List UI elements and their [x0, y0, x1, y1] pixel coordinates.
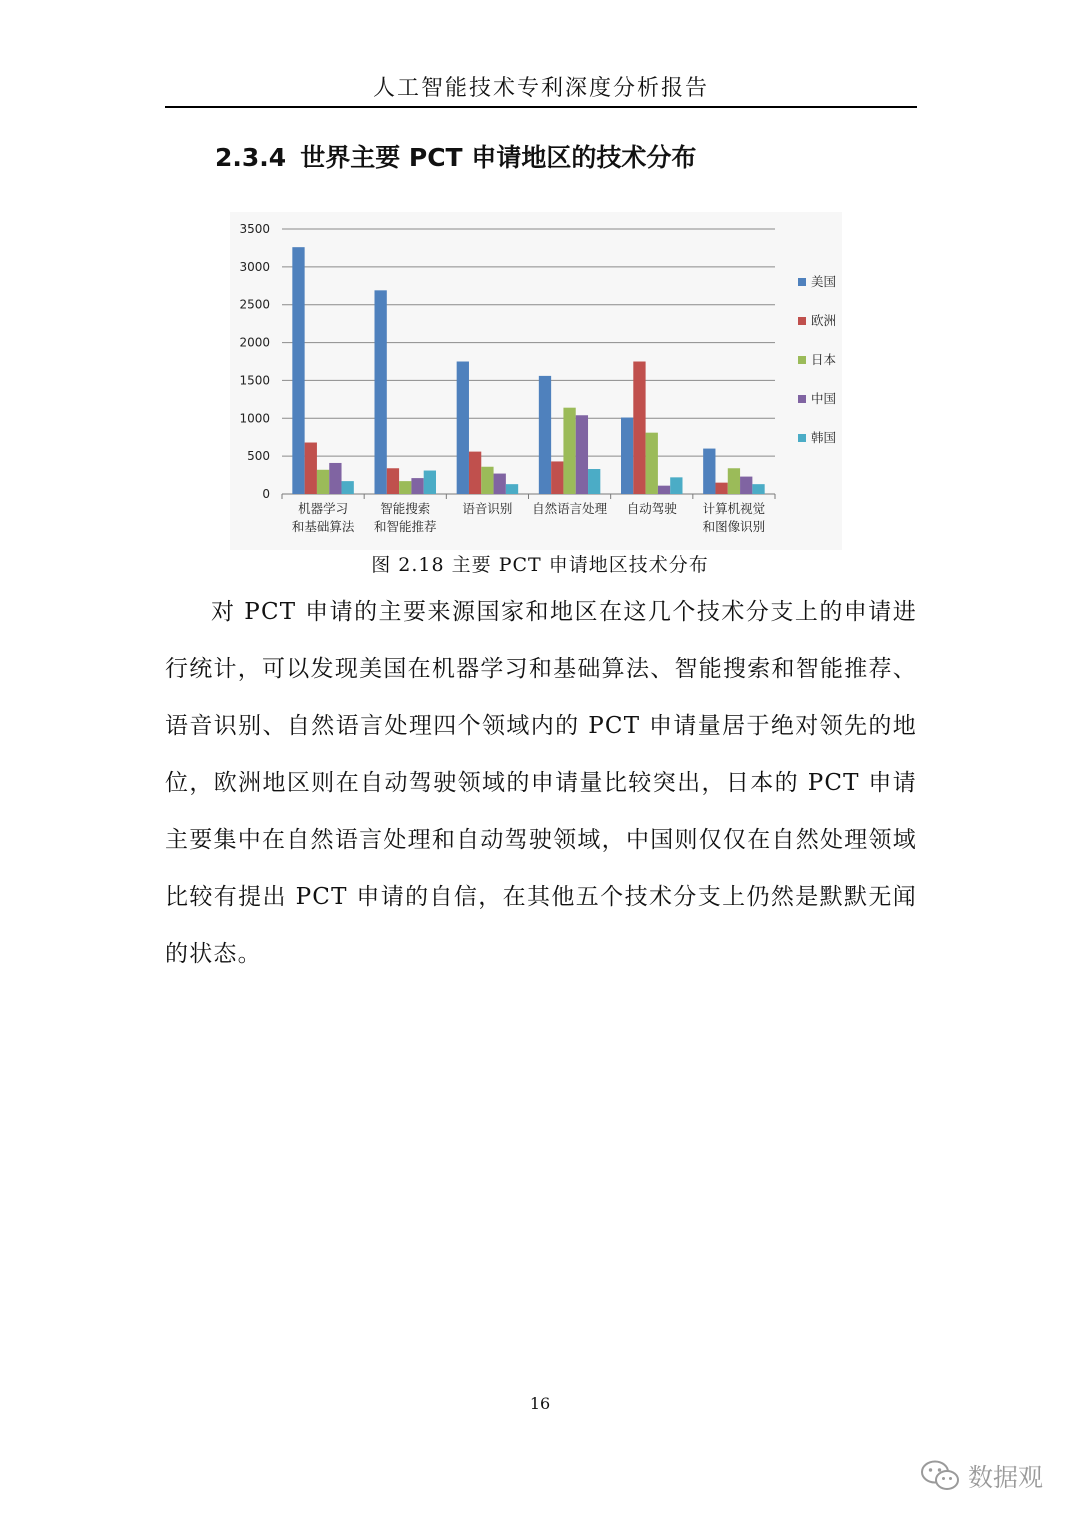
section-heading — [215, 140, 696, 176]
bar-0-4 — [342, 481, 354, 494]
legend-label: 韩国 — [811, 430, 837, 445]
legend-swatch — [798, 317, 806, 325]
bar-4-0 — [621, 418, 633, 494]
bar-3-2 — [563, 408, 575, 494]
page-header-title: 人工智能技术专利深度分析报告 — [372, 76, 709, 101]
bar-0-2 — [317, 470, 329, 494]
watermark — [920, 1456, 1043, 1496]
y-tick-label: 500 — [247, 449, 270, 464]
y-tick-label: 2500 — [239, 297, 270, 312]
y-tick-label: 3500 — [239, 222, 270, 236]
bar-0-3 — [329, 463, 341, 494]
bar-5-3 — [740, 477, 752, 494]
bar-5-4 — [752, 484, 764, 494]
bar-2-2 — [481, 467, 493, 494]
bar-0-0 — [292, 247, 304, 494]
section-number: 2.3.4 — [215, 143, 287, 172]
bar-4-3 — [658, 486, 670, 494]
bar-5-1 — [715, 483, 727, 494]
x-tick-label: 和图像识别 — [702, 519, 766, 534]
bar-4-1 — [633, 362, 645, 495]
bar-1-4 — [424, 471, 436, 494]
legend-label: 美国 — [811, 274, 837, 289]
legend-label: 日本 — [811, 352, 837, 367]
legend-label: 中国 — [811, 391, 837, 406]
y-tick-label: 0 — [262, 487, 270, 501]
bar-1-1 — [387, 468, 399, 494]
bar-3-0 — [539, 376, 551, 494]
y-tick-label: 2000 — [239, 335, 270, 350]
x-tick-label: 语音识别 — [462, 501, 513, 516]
bar-1-3 — [411, 478, 423, 494]
bar-3-4 — [588, 469, 600, 494]
y-tick-label: 1500 — [239, 373, 270, 388]
bar-3-1 — [551, 461, 563, 494]
bar-5-2 — [728, 468, 740, 494]
x-tick-label: 智能搜索 — [380, 501, 431, 516]
page-header — [165, 74, 917, 108]
bar-chart — [230, 212, 842, 550]
section-title: 世界主要 PCT 申请地区的技术分布 — [300, 143, 697, 172]
bar-2-3 — [494, 474, 506, 494]
x-tick-label: 机器学习 — [298, 501, 349, 516]
x-tick-label: 计算机视觉 — [702, 501, 766, 516]
bar-2-0 — [457, 362, 469, 495]
bar-2-1 — [469, 452, 481, 494]
body-paragraph: 对 PCT 申请的主要来源国家和地区在这几个技术分支上的申请进行统计，可以发现美国在机器学习和基础算法、智能搜索和智能推荐、语音识别、自然语言处理四个领域内的 PCT 申请量居于绝对领先的地位，欧洲地区则在自动驾驶领域的申请量比较突出，日本的 PCT 申请主要集中在自然语言处理和自动驾驶领域，中国则仅仅在自然处理领域比较有提出 PCT 申请的自信，在其他五个技术分支上仍然是默默无闻的状态。 — [165, 599, 917, 967]
bar-4-2 — [646, 433, 658, 494]
bar-1-0 — [375, 290, 387, 494]
bar-1-2 — [399, 481, 411, 494]
y-tick-label: 1000 — [239, 411, 270, 426]
x-tick-label: 和基础算法 — [291, 519, 355, 534]
legend-label: 欧洲 — [811, 313, 837, 328]
legend-swatch — [798, 356, 806, 364]
x-tick-label: 自然语言处理 — [532, 501, 608, 516]
wechat-logo-icon — [920, 1459, 960, 1493]
bar-0-1 — [305, 443, 317, 494]
y-tick-label: 3000 — [239, 259, 270, 274]
bar-2-4 — [506, 484, 518, 494]
legend-swatch — [798, 395, 806, 403]
legend-swatch — [798, 434, 806, 442]
x-tick-label: 自动驾驶 — [626, 501, 677, 516]
legend-swatch — [798, 278, 806, 286]
page-number: 16 — [529, 1394, 551, 1413]
x-tick-label: 和智能推荐 — [373, 519, 437, 534]
bar-5-0 — [703, 449, 715, 494]
figure-caption: 图 2.18 主要 PCT 申请地区技术分布 — [371, 554, 709, 576]
bar-3-3 — [576, 415, 588, 494]
chart-canvas — [230, 212, 842, 550]
bar-4-4 — [670, 477, 682, 494]
watermark-text: 数据观 — [968, 1463, 1044, 1492]
